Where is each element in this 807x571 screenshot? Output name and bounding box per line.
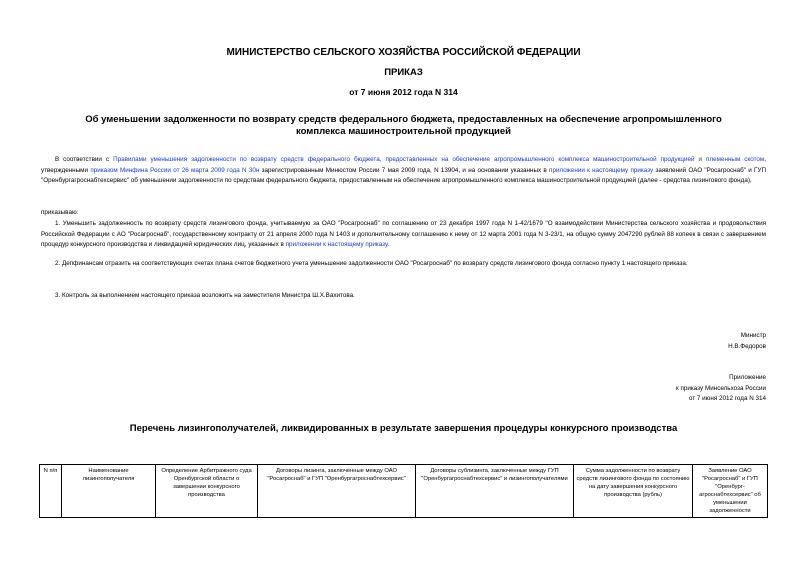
link-rules[interactable]: Правилами уменьшения задолженности по возврату средств федерального бюджета, предоставленных на обеспечение агропромышленного комплекса машиностроительной продукцией и племенным скотом [113, 156, 765, 163]
link-appendix-2[interactable]: приложении к настоящему приказу [285, 241, 388, 248]
appendix-ref: к приказу Минсельхоза России [675, 384, 766, 392]
signature-block [728, 331, 766, 352]
ministry-heading: МИНИСТЕРСТВО СЕЛЬСКОГО ХОЗЯЙСТВА РОССИЙСКОЙ ФЕДЕРАЦИИ [226, 47, 581, 58]
col-header-application: Заявление ОАО "Росагроснаб" и ГУП "Оренбург-агроснабтехсервис" об уменьшении задолженности [693, 465, 768, 518]
order-date-number: от 7 июня 2012 года N 314 [349, 87, 458, 97]
col-header-court-decision: Определение Арбитражного суда Оренбургской области о завершении конкурсного производства [156, 465, 258, 518]
paragraph-item-1: 1. Уменьшить задолженность по возврату средств лизингового фонда, учитываемую за ОАО "Росагроснаб" по соглашению от 23 декабря 1997 года N 1-42/1679 "О взаимодействии Министерства сельского хозяйства и продовольствия Российской Федерации с АО "Росагроснаб", государственному контракту от 21 апреля 2000 года N 1403 и дополнительному соглашению к нему от 12 марта 2001 года N 3-23/1, на общую сумму 2047290 рублей 88 копеек в связи с завершением процедур конкурсного производства и ликвидацией юридических лиц, указанных в приложении к настоящему приказу. [41, 220, 766, 248]
lessees-table [39, 464, 768, 518]
table-header-row [40, 465, 768, 518]
order-title: Об уменьшении задолженности по возврату средств федерального бюджета, предоставленных на обеспечение агропромышленного комплекса машиностроительной продукцией [85, 114, 722, 137]
appendix-date: от 7 июня 2012 года N 314 [688, 395, 766, 402]
appendix-title: Перечень лизингополучателей, ликвидированных в результате завершения процедуры конкурсного производства [129, 423, 678, 434]
col-header-leasing-contracts: Договоры лизинга, заключенные между ОАО "Росагроснаб" и ГУП "Оренбургагроснабтехсервис" [258, 465, 416, 518]
signature-position: Министр [740, 332, 766, 339]
doc-type-heading: ПРИКАЗ [384, 67, 423, 78]
paragraph-item-2: 2. Депфинансам отразить на соответствующих счетах плана счетов бюджетного учета уменьшение задолженности ОАО "Росагроснаб" по возврату средств лизингового фонда согласно пункту 1 настоящего приказа. [55, 260, 688, 267]
appendix-block [676, 373, 766, 405]
paragraph-item-3: 3. Контроль за выполнением настоящего приказа возложить на заместителя Министра Ш.Х.Вахитова. [55, 292, 355, 299]
orders-word: приказываю: [41, 209, 79, 216]
signature-name: Н.В.Федоров [728, 342, 766, 350]
col-header-debt-amount: Сумма задолженности по возврату средств лизингового фонда по состоянию на дату завершения конкурсного производства (рубль) [574, 465, 693, 518]
link-appendix-1[interactable]: приложении к настоящему приказу [549, 166, 654, 174]
col-header-number: N п/п [40, 465, 62, 518]
link-minfin-order[interactable]: приказом Минфина России от 26 марта 2009 года N 30н [90, 166, 260, 174]
col-header-subleasing-contracts: Договоры сублизинга, заключенные между ГУП "Оренбургагроснабтехсервис" и лизингополучателями [416, 465, 574, 518]
appendix-label: Приложение [729, 374, 766, 381]
paragraph-preamble: В соответствии с Правилами уменьшения задолженности по возврату средств федерального бюджета, предоставленных на обеспечение агропромышленного комплекса машиностроительной продукцией и племенным скотом, утвержденными приказом Минфина России от 26 марта 2009 года N 30н зарегистрированным Минюстом России 7 мая 2009 года, N 13904, и на основании указанных в приложении к настоящему приказу заявлений ОАО "Росагроснаб" и ГУП "Оренбургагроснабтехсервис" об уменьшении задолженности по средствам федерального бюджета, предоставленным на обеспечение агропромышленного комплекса машиностроительной продукцией (далее - средства лизингового фонда), [41, 156, 767, 184]
col-header-lessee: Наименование лизингополучателя [62, 465, 156, 518]
